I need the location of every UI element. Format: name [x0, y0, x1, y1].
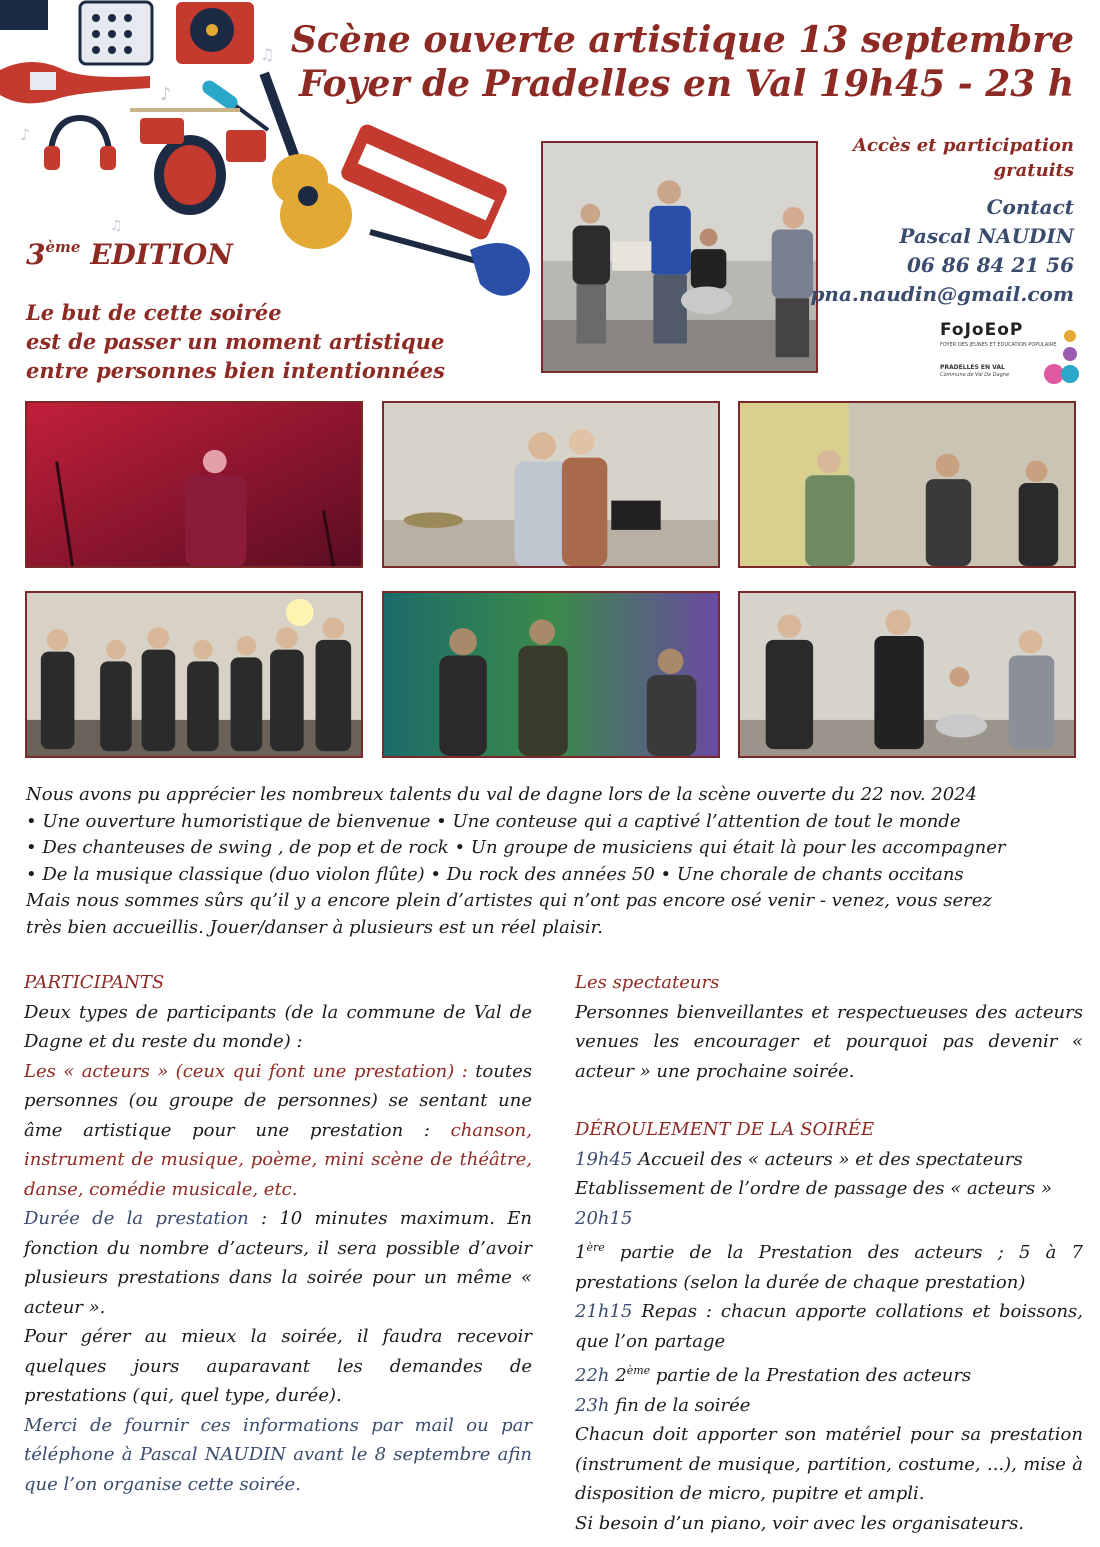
performance-photo-singer-red — [25, 401, 363, 568]
manage-paragraph: Pour gérer au mieux la soirée, il faudra recevoir quelques jours auparavant les demandes de prestations (qui, quel type, durée). — [24, 1326, 532, 1406]
svg-text:♪: ♪ — [160, 84, 172, 105]
actors-text: toutes personnes (ou groupe de personnes) se sentant une âme artistique pour une prestation : — [24, 1060, 532, 1141]
program-ordinal: 2 — [609, 1365, 627, 1386]
program-item-2 — [575, 1233, 1083, 1297]
summary-line: • Des chanteuses de swing , de pop et de rock • Un groupe de musiciens qui était là pour les accompagner — [26, 837, 1006, 858]
program-ordinal-suffix: ère — [586, 1241, 605, 1254]
microphone-icon — [200, 78, 268, 130]
edition-suffix: ème — [45, 238, 81, 256]
intro-text — [26, 298, 445, 385]
intro-line: entre personnes bien intentionnées — [26, 358, 445, 383]
program-time: 21h15 — [575, 1301, 633, 1322]
access-line: gratuits — [993, 160, 1074, 181]
thanks-paragraph: Merci de fournir ces informations par mail ou par téléphone à Pascal NAUDIN avant le 8 septembre afin que l’on organise cette soirée. — [24, 1414, 532, 1495]
participants-heading: PARTICIPANTS — [24, 972, 165, 993]
piano-paragraph: Si besoin d’un piano, voir avec les organisateurs. — [575, 1512, 1025, 1534]
program-text: Repas : chacun apporte collations et boissons, que l’on partage — [575, 1301, 1083, 1352]
program-ordinal: 1 — [575, 1242, 587, 1263]
access-info — [853, 133, 1074, 183]
program-time: 20h15 — [575, 1207, 633, 1229]
contact-block — [810, 193, 1074, 309]
contact-name: Pascal NAUDIN — [899, 224, 1074, 248]
turntable-icon — [0, 0, 48, 30]
participants-section — [24, 968, 532, 1499]
duration-text: : 10 minutes maximum. En fonction du nombre d’acteurs, il sera possible d’avoir plusieurs prestations dans la soirée pour un même « acteur ». — [24, 1208, 532, 1318]
performance-photo-rock-band — [738, 591, 1076, 758]
edition-label — [26, 238, 233, 271]
performance-photo-choir — [25, 591, 363, 758]
edition-text: EDITION — [90, 238, 233, 271]
actors-paragraph — [24, 1057, 532, 1205]
amplifier-icon — [80, 2, 152, 64]
equipment-paragraph: Chacun doit apporter son matériel pour sa prestation (instrument de musique, partition, costume, ...), mise à disposition de micro, pupitre et ampli. — [575, 1424, 1083, 1504]
edition-number: 3 — [26, 238, 46, 271]
spectators-text: Personnes bienveillantes et respectueuses des acteurs venues les encourager et pourquoi pas devenir « acteur » une prochaine soirée. — [575, 1001, 1083, 1082]
logo-dots-icon — [1040, 328, 1080, 388]
summary-line: • De la musique classique (duo violon flûte) • Du rock des années 50 • Une chorale de chants occitans — [26, 863, 964, 885]
spectators-heading: Les spectateurs — [575, 972, 720, 993]
program-item-3 — [575, 1297, 1083, 1356]
program-text: Accueil des « acteurs » et des spectateurs — [632, 1148, 1023, 1170]
program-item-5 — [575, 1391, 1083, 1421]
fjep-logo — [940, 320, 1080, 388]
participants-intro: Deux types de participants (de la commune de Val de Dagne et du reste du monde) : — [24, 1001, 532, 1052]
program-item-4 — [575, 1356, 1083, 1391]
keyboard-icon — [339, 122, 510, 242]
electric-guitar-icon — [0, 62, 150, 103]
contact-phone[interactable]: 06 86 84 21 56 — [906, 253, 1074, 277]
svg-text:♫: ♫ — [110, 218, 123, 234]
spectators-and-program-section — [575, 968, 1083, 1538]
summary-line: très bien accueillis. Jouer/danser à plusieurs est un réel plaisir. — [26, 916, 603, 938]
headphones-icon — [44, 118, 116, 170]
performance-photo-violin-flute — [382, 401, 720, 568]
logo-subtitle: FOYER DES JEUNES ET EDUCATION POPULAIRE — [940, 342, 1057, 348]
svg-text:♪: ♪ — [20, 125, 31, 144]
actors-kinds: chanson, instrument de musique, poème, mini scène de théâtre, danse, comédie musicale, etc. — [24, 1119, 532, 1200]
performance-photo-band-stage — [738, 401, 1076, 568]
title-line-2: Foyer de Pradelles en Val 19h45 - 23 h — [299, 63, 1074, 105]
program-item-1 — [575, 1145, 1083, 1175]
previous-edition-summary — [26, 782, 1076, 941]
event-title — [291, 18, 1074, 106]
title-line-1: Scène ouverte artistique 13 septembre — [290, 19, 1074, 61]
performance-photo-guitar-colored-light — [382, 591, 720, 758]
program-time: 23h — [575, 1394, 610, 1416]
program-text: partie de la Prestation des acteurs — [650, 1365, 972, 1386]
contact-email[interactable]: pna.naudin@gmail.com — [810, 282, 1074, 306]
program-text: partie de la Prestation des acteurs ; 5 à 7 prestations (selon la durée de chaque prestation) — [575, 1242, 1083, 1293]
intro-line: est de passer un moment artistique — [26, 329, 445, 354]
band-photo — [541, 141, 818, 373]
program-text: fin de la soirée — [609, 1394, 751, 1416]
svg-text:♫: ♫ — [260, 45, 275, 64]
contact-label: Contact — [986, 195, 1074, 219]
logo-town: PRADELLES EN VAL — [940, 364, 1005, 371]
program-time: 19h45 — [575, 1148, 633, 1170]
logo-text: FoJoEoP — [940, 320, 1024, 340]
access-line: Accès et participation — [853, 135, 1074, 156]
duration-paragraph — [24, 1204, 532, 1322]
duration-label: Durée de la prestation — [24, 1208, 249, 1229]
summary-line: Mais nous sommes sûrs qu’il y a encore plein d’artistes qui n’ont pas encore osé venir - venez, vous serez — [26, 890, 992, 911]
intro-line: Le but de cette soirée — [26, 300, 282, 325]
actors-label: Les « acteurs » (ceux qui font une prestation) : — [24, 1060, 468, 1082]
bass-guitar-icon — [370, 232, 530, 296]
program-ordinal-suffix: ème — [626, 1364, 651, 1377]
program-item-1-detail: Etablissement de l’ordre de passage des « acteurs » — [575, 1178, 1052, 1199]
program-heading: DÉROULEMENT DE LA SOIRÉE — [575, 1119, 875, 1140]
drum-kit-icon — [130, 110, 266, 215]
summary-line: • Une ouverture humoristique de bienvenue • Une conteuse qui a captivé l’attention de tout le monde — [26, 810, 961, 832]
program-time: 22h — [575, 1365, 610, 1386]
summary-line: Nous avons pu apprécier les nombreux talents du val de dagne lors de la scène ouverte du 22 nov. 2024 — [26, 784, 978, 805]
logo-commune: Commune de Val De Dagne — [940, 372, 1010, 378]
